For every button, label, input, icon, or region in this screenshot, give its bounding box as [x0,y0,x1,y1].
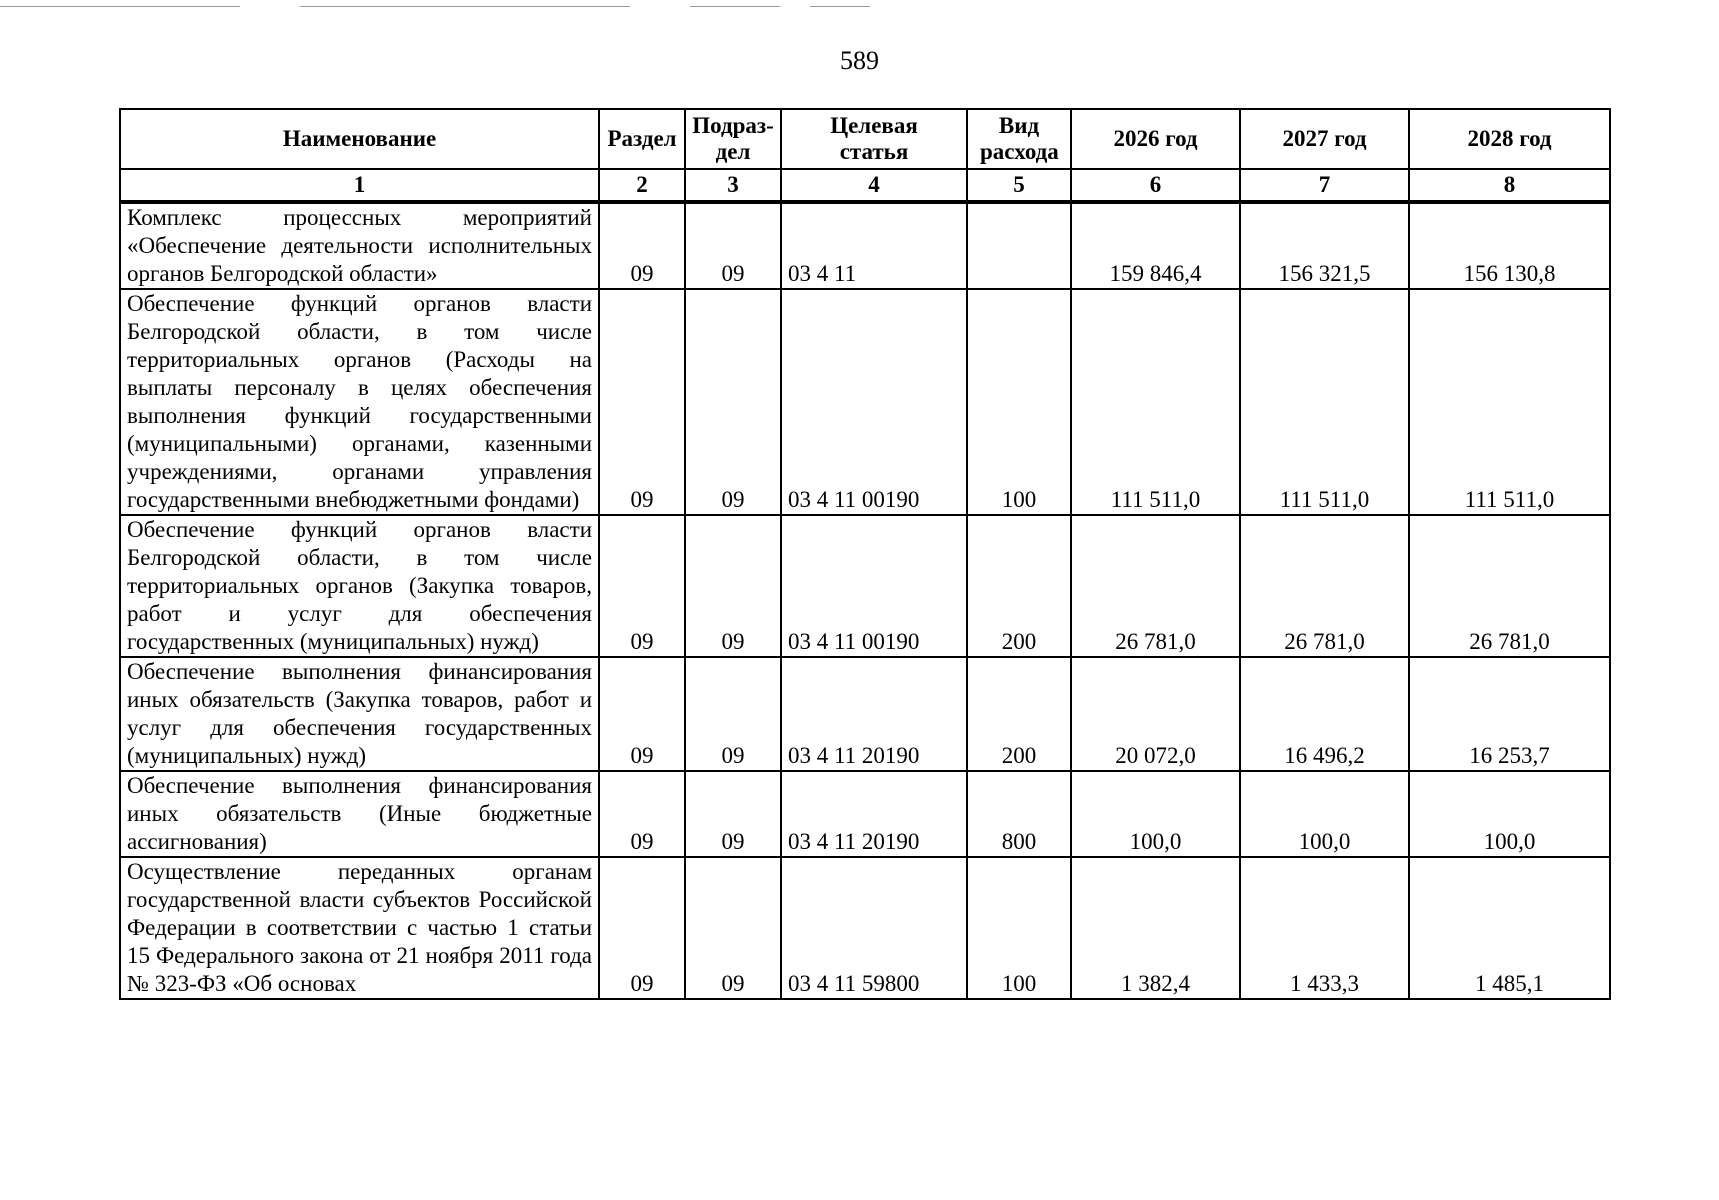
col-number: 1 [120,169,599,202]
table-row [120,515,1610,657]
col-number: 8 [1409,169,1610,202]
row-vid: 200 [967,657,1071,771]
row-name: Осуществление переданных органам государственной власти субъектов Российской Федерации в соответствии с частью 1 статьи 15 Федерального закона от 21 ноября 2011 года № 323-ФЗ «Об основах [120,857,599,999]
table-row [120,771,1610,857]
row-celevaya: 03 4 11 [781,202,967,289]
row-name: Обеспечение выполнения финансирования иных обязательств (Иные бюджетные ассигнования) [120,771,599,857]
row-celevaya: 03 4 11 00190 [781,289,967,515]
row-2026: 26 781,0 [1071,515,1240,657]
table-row [120,857,1610,999]
row-name: Обеспечение функций органов власти Белгородской области, в том числе территориальных органов (Закупка товаров, работ и услуг для обеспечения государственных (муниципальных) нужд) [120,515,599,657]
col-number: 2 [599,169,685,202]
row-podrazdel: 09 [685,202,781,289]
row-razdel: 09 [599,657,685,771]
row-2026: 20 072,0 [1071,657,1240,771]
row-podrazdel: 09 [685,289,781,515]
row-name: Обеспечение выполнения финансирования иных обязательств (Закупка товаров, работ и услуг для обеспечения государственных (муниципальных) нужд) [120,657,599,771]
row-vid: 800 [967,771,1071,857]
row-2028: 26 781,0 [1409,515,1610,657]
table-row [120,289,1610,515]
row-2028: 156 130,8 [1409,202,1610,289]
row-podrazdel: 09 [685,771,781,857]
table-header-row [120,109,1610,169]
row-2026: 100,0 [1071,771,1240,857]
row-2027: 16 496,2 [1240,657,1409,771]
row-razdel: 09 [599,857,685,999]
row-podrazdel: 09 [685,857,781,999]
row-vid: 100 [967,289,1071,515]
col-number: 7 [1240,169,1409,202]
col-header-vid: Вид расхода [967,109,1071,169]
row-celevaya: 03 4 11 20190 [781,771,967,857]
scan-edge-line [0,6,240,7]
row-razdel: 09 [599,771,685,857]
scan-edge-line [810,6,870,7]
page-number: 589 [840,46,879,75]
row-2026: 1 382,4 [1071,857,1240,999]
row-2027: 1 433,3 [1240,857,1409,999]
row-vid: 200 [967,515,1071,657]
row-2028: 111 511,0 [1409,289,1610,515]
row-vid [967,202,1071,289]
row-2027: 156 321,5 [1240,202,1409,289]
row-podrazdel: 09 [685,515,781,657]
col-header-2028: 2028 год [1409,109,1610,169]
col-header-celevaya: Целевая статья [781,109,967,169]
row-2027: 26 781,0 [1240,515,1409,657]
row-2026: 159 846,4 [1071,202,1240,289]
row-2028: 16 253,7 [1409,657,1610,771]
col-header-podrazdel: Подраз-дел [685,109,781,169]
col-header-name: Наименование [120,109,599,169]
scan-edge-line [300,6,630,7]
row-celevaya: 03 4 11 00190 [781,515,967,657]
col-number: 6 [1071,169,1240,202]
row-celevaya: 03 4 11 59800 [781,857,967,999]
col-number: 4 [781,169,967,202]
col-number: 5 [967,169,1071,202]
row-2027: 111 511,0 [1240,289,1409,515]
row-2028: 100,0 [1409,771,1610,857]
table-column-number-row [120,169,1610,202]
col-header-2026: 2026 год [1071,109,1240,169]
row-vid: 100 [967,857,1071,999]
row-2026: 111 511,0 [1071,289,1240,515]
table-row [120,657,1610,771]
row-razdel: 09 [599,515,685,657]
row-name: Обеспечение функций органов власти Белгородской области, в том числе территориальных органов (Расходы на выплаты персоналу в целях обеспечения выполнения функций государственными (муниципальными) органами, казенными учреждениями, органами управления государственными внебюджетными фондами) [120,289,599,515]
col-number: 3 [685,169,781,202]
row-celevaya: 03 4 11 20190 [781,657,967,771]
col-header-razdel: Раздел [599,109,685,169]
row-podrazdel: 09 [685,657,781,771]
table-row [120,202,1610,289]
budget-table [119,108,1611,1000]
row-name: Комплекс процессных мероприятий «Обеспечение деятельности исполнительных органов Белгородской области» [120,202,599,289]
scan-edge-line [690,6,780,7]
row-razdel: 09 [599,289,685,515]
row-razdel: 09 [599,202,685,289]
row-2027: 100,0 [1240,771,1409,857]
col-header-2027: 2027 год [1240,109,1409,169]
row-2028: 1 485,1 [1409,857,1610,999]
